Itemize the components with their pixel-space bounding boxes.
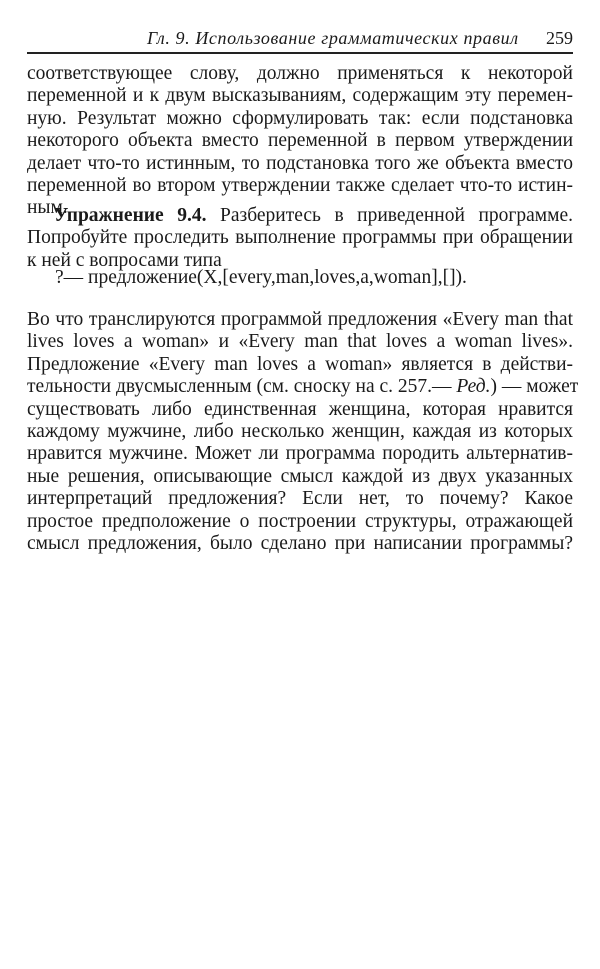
page-number: 259	[546, 28, 573, 48]
text-line: простое предположение о построении структуры, отражающей	[27, 510, 573, 532]
text-line	[27, 205, 573, 227]
ref-after: ) — может	[490, 376, 579, 398]
text-line: соответствующее слову, должно применяться к некоторой	[27, 63, 573, 84]
text-line: интерпретаций предложения? Если нет, то почему? Какое	[27, 488, 573, 510]
exercise-paragraph	[27, 205, 573, 272]
prolog-query: ?— предложение(X,[every,man,loves,a,woman],[]).	[55, 267, 467, 288]
text-line: нравится мужчине. Может ли программа породить альтернатив-	[27, 443, 573, 465]
editor-note: Ред.	[456, 376, 491, 398]
text-line: Предложение «Every man loves a woman» является в действи-	[27, 353, 573, 375]
text-line: к ней с вопросами типа	[27, 249, 222, 271]
text-line: Попробуйте проследить выполнение программы при обращении	[27, 227, 573, 249]
text-line: переменной во втором утверждении также сделает что-то истин-	[27, 174, 573, 196]
running-title: Гл. 9. Использование грамматических правил	[147, 28, 519, 48]
text-line: Во что транслируются программой предложения «Every man that	[27, 309, 573, 330]
text-line: некоторого объекта вместо переменной в первом утверждении	[27, 130, 573, 152]
text-line: смысл предложения, было сделано при написании программы?	[27, 532, 573, 554]
exercise-label: Упражнение 9.4.	[54, 205, 207, 226]
text-line: существовать либо единственная женщина, которая нравится	[27, 398, 573, 420]
exercise-text: Разберитесь в приведенной программе.	[206, 205, 574, 226]
text-line: lives loves a woman» и «Every man that loves a woman lives».	[27, 331, 573, 353]
text-line: ные решения, описывающие смысл каждой из двух указанных	[27, 465, 573, 487]
text-line: ным.	[27, 197, 68, 219]
ref-before: тельности двусмысленным (см. сноску на с. 257.—	[27, 376, 457, 398]
page-header	[27, 26, 573, 54]
text-line: ную. Результат можно сформулировать так: если подстановка	[27, 107, 573, 129]
text-line: переменной и к двум высказываниям, содержащим эту перемен-	[27, 85, 573, 107]
paragraph-3	[27, 309, 579, 555]
text-line: каждому мужчине, либо несколько женщин, каждая из которых	[27, 420, 573, 442]
paragraph-1	[27, 63, 573, 220]
text-line	[27, 376, 579, 398]
text-line: делает что-то истинным, то подстановка того же объекта вместо	[27, 152, 573, 174]
